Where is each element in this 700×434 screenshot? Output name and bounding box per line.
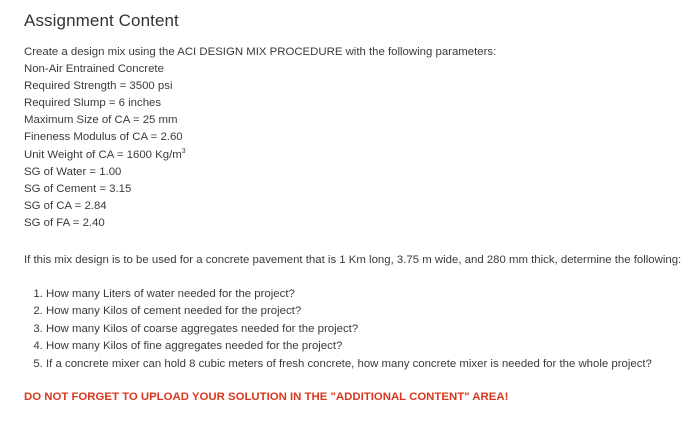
parameter-item: SG of FA = 2.40: [24, 216, 105, 229]
parameter-item: Maximum Size of CA = 25 mm: [24, 114, 178, 127]
page-title: Assignment Content: [24, 11, 179, 30]
question-item: 3. How many Kilos of coarse aggregates needed for the project?: [46, 321, 652, 338]
question-item: 4. How many Kilos of fine aggregates needed for the project?: [46, 338, 652, 355]
parameters-intro: Create a design mix using the ACI DESIGN MIX PROCEDURE with the following parameters:: [24, 46, 497, 58]
question-item: 2. How many Kilos of cement needed for the project?: [46, 303, 652, 320]
unit-exponent: 3: [181, 147, 186, 155]
parameter-item: SG of Cement = 3.15: [24, 182, 132, 195]
question-item: 5. If a concrete mixer can hold 8 cubic meters of fresh concrete, how many concrete mixer is needed for the whole project?: [46, 356, 652, 373]
parameter-item: Required Slump = 6 inches: [24, 97, 162, 110]
parameter-item: Non-Air Entrained Concrete: [24, 63, 164, 76]
parameter-item-unit-weight: [24, 147, 496, 164]
questions-list: [24, 286, 652, 373]
upload-warning: DO NOT FORGET TO UPLOAD YOUR SOLUTION IN THE "ADDITIONAL CONTENT" AREA!: [24, 391, 509, 403]
parameter-item: SG of Water = 1.00: [24, 165, 122, 178]
parameter-item: Fineness Modulus of CA = 2.60: [24, 131, 183, 144]
parameter-item-text: Unit Weight of CA = 1600 Kg/m: [24, 148, 182, 161]
parameters-block: [24, 44, 496, 232]
project-description: If this mix design is to be used for a concrete pavement that is 1 Km long, 3.75 m wide, and 280 mm thick, determine the following:: [24, 254, 682, 266]
parameter-item: Required Strength = 3500 psi: [24, 80, 173, 93]
parameter-item: SG of CA = 2.84: [24, 199, 107, 212]
question-item: 1. How many Liters of water needed for the project?: [46, 286, 652, 303]
